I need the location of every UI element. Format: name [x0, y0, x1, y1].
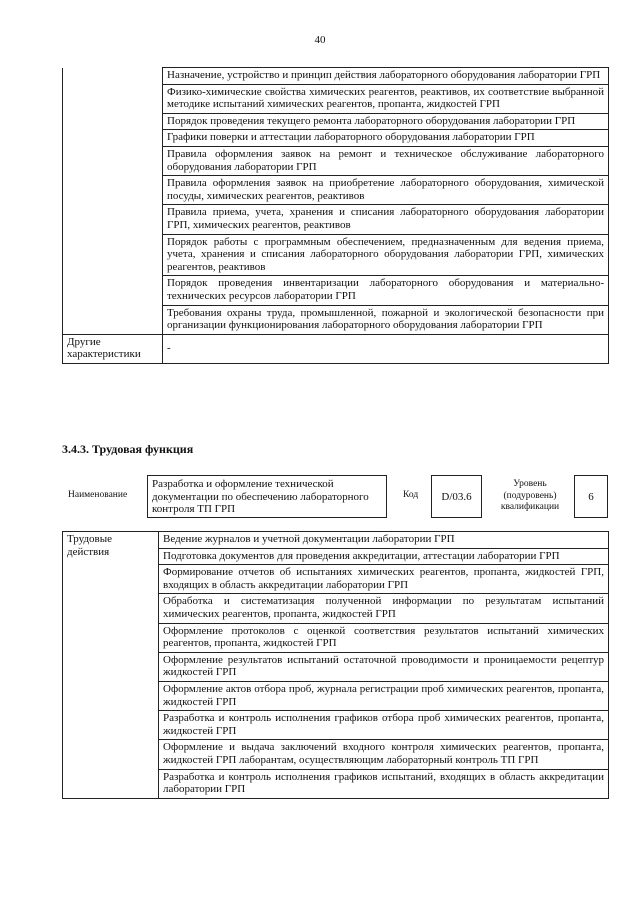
- table-cell: Графики поверки и аттестации лабораторного оборудования лаборатории ГРП: [163, 130, 609, 147]
- table-row: [63, 276, 609, 305]
- function-name-box: Разработка и оформление технической документации по обеспечению лабораторного контроля ТП ГРП: [147, 475, 387, 518]
- table-row: [63, 130, 609, 147]
- labor-actions-label: Трудовые действия: [63, 532, 159, 799]
- table-cell: Разработка и контроль исполнения графиков отбора проб химических реагентов, пропанта, жидкостей ГРП: [159, 711, 609, 740]
- table-cell: Требования охраны труда, промышленной, пожарной и экологической безопасности при организации функционирования лабораторного оборудования лаборатории ГРП: [163, 305, 609, 334]
- table-cell: Назначение, устройство и принцип действия лабораторного оборудования лаборатории ГРП: [163, 68, 609, 85]
- table-cell: Оформление протоколов с оценкой соответствия результатов испытаний химических реагентов, пропанта, жидкостей ГРП: [159, 623, 609, 652]
- table-cell: Порядок проведения инвентаризации лабораторного оборудования и материально-технических ресурсов лаборатории ГРП: [163, 276, 609, 305]
- labor-actions-table: [62, 531, 609, 799]
- table-cell: Обработка и систематизация полученной информации по результатам испытаний химических реагентов, пропанта, жидкостей ГРП: [159, 594, 609, 623]
- table-cell: Подготовка документов для проведения аккредитации, аттестации лаборатории ГРП: [159, 548, 609, 565]
- empty-label-cell: [63, 130, 163, 147]
- empty-label-cell: [63, 205, 163, 234]
- empty-label-cell: [63, 305, 163, 334]
- section-title: 3.4.3. Трудовая функция: [62, 442, 194, 456]
- empty-label-cell: [63, 176, 163, 205]
- table-cell: Оформление результатов испытаний остаточной проводимости и проницаемости рецептур жидкостей ГРП: [159, 652, 609, 681]
- level-label: Уровень (подуровень) квалификации: [500, 479, 560, 512]
- knowledge-table: [62, 67, 609, 364]
- empty-label-cell: [63, 276, 163, 305]
- empty-label-cell: [63, 84, 163, 113]
- empty-label-cell: [63, 234, 163, 276]
- table-row: [63, 532, 609, 549]
- table-row: [63, 146, 609, 175]
- empty-label-cell: [63, 68, 163, 85]
- table-row: [63, 84, 609, 113]
- table-cell: Правила приема, учета, хранения и списания лабораторного оборудования лаборатории ГРП, химических реагентов, реактивов: [163, 205, 609, 234]
- table-cell: Порядок проведения текущего ремонта лабораторного оборудования лаборатории ГРП: [163, 113, 609, 130]
- table-row: [63, 234, 609, 276]
- table-cell: Правила оформления заявок на приобретение лабораторного оборудования, химической посуды, химических реагентов, реактивов: [163, 176, 609, 205]
- table-cell: Оформление и выдача заключений входного контроля химических реагентов, пропанта, жидкостей ГРП лаборантам, осуществляющим лабораторный контроль ТП ГРП: [159, 740, 609, 769]
- other-characteristics-value: -: [163, 334, 609, 363]
- page-number: 40: [314, 34, 326, 46]
- code-box: D/03.6: [431, 475, 482, 518]
- table-cell: Физико-химические свойства химических реагентов, реактивов, их соответствие выбранной методике испытаний химических реагентов, пропанта, жидкостей ГРП: [163, 84, 609, 113]
- table-cell: Порядок работы с программным обеспечением, предназначенным для ведения приема, учета, хранения и списания лабораторного оборудования лаборатории ГРП, химических реагентов, реактивов: [163, 234, 609, 276]
- table-cell: Ведение журналов и учетной документации лаборатории ГРП: [159, 532, 609, 549]
- table-cell: Правила оформления заявок на ремонт и техническое обслуживание лабораторного оборудования лаборатории ГРП: [163, 146, 609, 175]
- level-box: 6: [574, 475, 608, 518]
- table-cell: Разработка и контроль исполнения графиков испытаний, входящих в область аккредитации лаборатории ГРП: [159, 769, 609, 798]
- table-row: [63, 176, 609, 205]
- table-row: [63, 205, 609, 234]
- empty-label-cell: [63, 113, 163, 130]
- code-label: Код: [403, 490, 419, 500]
- table-row: [63, 68, 609, 85]
- other-characteristics-label: Другие характеристики: [63, 334, 163, 363]
- empty-label-cell: [63, 146, 163, 175]
- table-row: [63, 305, 609, 334]
- table-cell: Оформление актов отбора проб, журнала регистрации проб химических реагентов, пропанта, жидкостей ГРП: [159, 681, 609, 710]
- name-label: Наименование: [68, 490, 128, 500]
- table-row-other: [63, 334, 609, 363]
- table-cell: Формирование отчетов об испытаниях химических реагентов, пропанта, жидкостей ГРП, входящих в область аккредитации лаборатории ГРП: [159, 565, 609, 594]
- table-row: [63, 113, 609, 130]
